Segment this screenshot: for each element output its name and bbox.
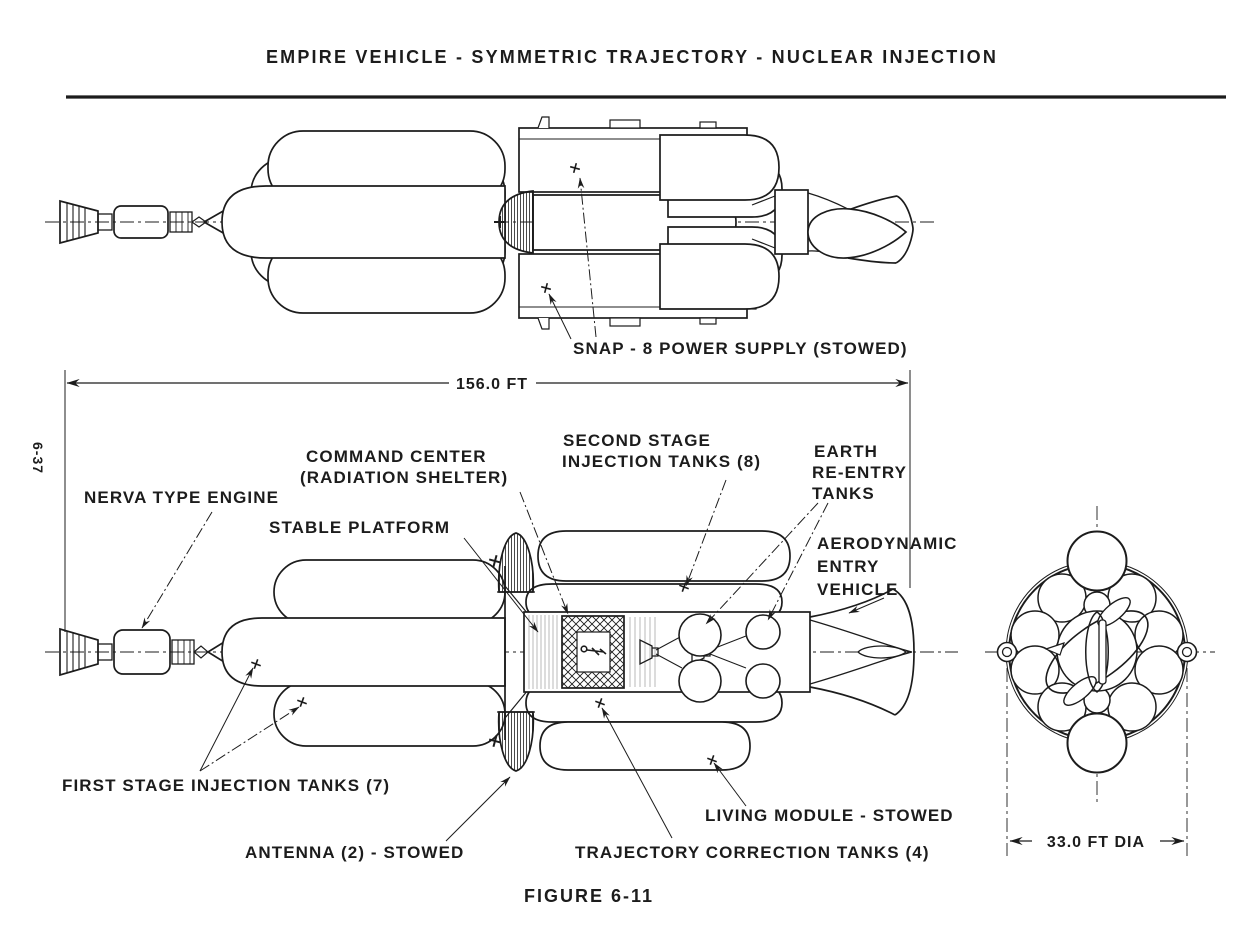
top-view-first-stage-tanks xyxy=(222,131,505,313)
label-earth-reentry-1: EARTH xyxy=(814,442,879,461)
top-view-entry-vehicle xyxy=(752,190,913,263)
page-title: EMPIRE VEHICLE - SYMMETRIC TRAJECTORY - NUCLEAR INJECTION xyxy=(265,47,999,67)
length-dimension-text: 156.0 FT xyxy=(455,376,529,393)
label-snap8-power-supply: SNAP - 8 POWER SUPPLY (STOWED) xyxy=(573,339,908,358)
label-aero-2: ENTRY xyxy=(817,557,880,576)
end-view-bottom-tank xyxy=(1068,714,1127,773)
label-command-center-2: (RADIATION SHELTER) xyxy=(300,468,509,487)
page-number: 6-37 xyxy=(30,442,46,475)
label-aero-1: AERODYNAMIC xyxy=(817,534,958,553)
label-antenna: ANTENNA (2) - STOWED xyxy=(245,843,465,862)
leader-first-stage-1 xyxy=(200,668,253,771)
diameter-dimension-text: 33.0 FT DIA xyxy=(1046,834,1146,851)
label-living-module: LIVING MODULE - STOWED xyxy=(705,806,954,825)
side-view-first-stage-tanks xyxy=(222,560,528,746)
label-nerva-engine: NERVA TYPE ENGINE xyxy=(84,488,280,507)
command-center-module xyxy=(562,616,624,688)
label-stable-platform: STABLE PLATFORM xyxy=(269,518,451,537)
figure-caption: FIGURE 6-11 xyxy=(524,886,655,906)
label-trajectory-tanks: TRAJECTORY CORRECTION TANKS (4) xyxy=(575,843,930,862)
top-view-drawing xyxy=(45,117,935,339)
end-view-drawing xyxy=(985,506,1215,856)
label-aero-3: VEHICLE xyxy=(817,580,899,599)
label-earth-reentry-3: TANKS xyxy=(812,484,875,503)
label-earth-reentry-2: RE-ENTRY xyxy=(812,463,908,482)
end-view-top-tank xyxy=(1068,532,1127,591)
leader-antenna xyxy=(446,777,510,841)
leader-nerva xyxy=(142,512,212,628)
label-second-stage-1: SECOND STAGE xyxy=(563,431,711,450)
label-first-stage-tanks: FIRST STAGE INJECTION TANKS (7) xyxy=(62,776,391,795)
leader-first-stage-2 xyxy=(200,707,299,771)
label-second-stage-2: INJECTION TANKS (8) xyxy=(562,452,762,471)
label-command-center-1: COMMAND CENTER xyxy=(306,447,487,466)
